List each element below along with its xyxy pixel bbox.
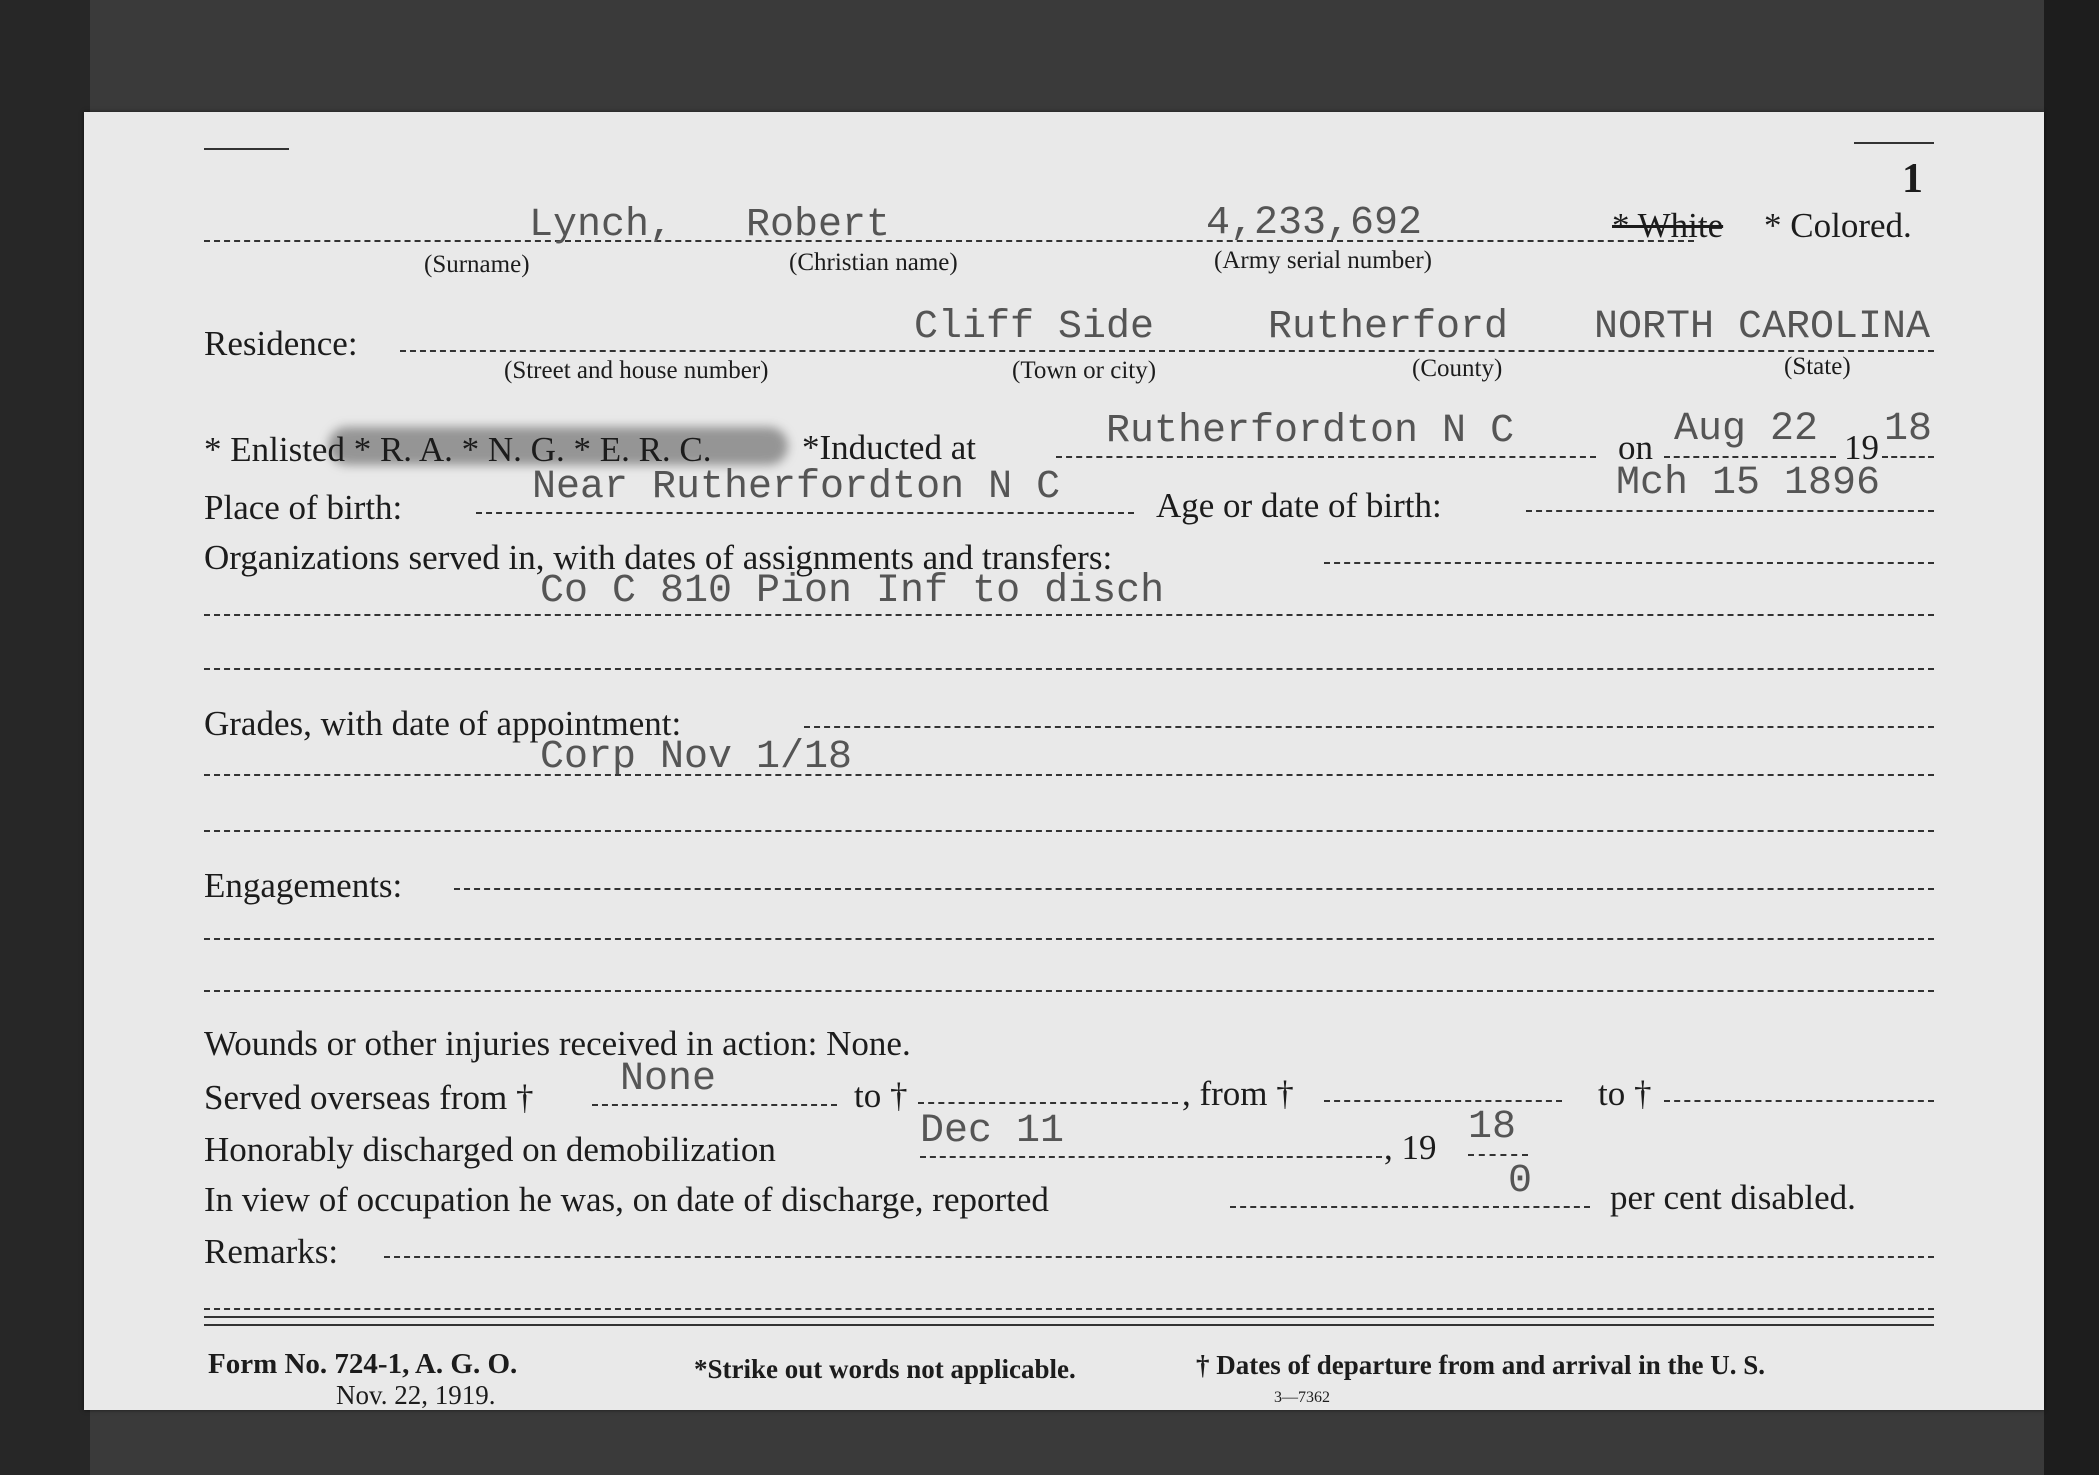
overseas-to-line [918,1102,1178,1104]
overseas-from-line [592,1104,837,1106]
place-of-birth-label: Place of birth: [204,488,403,527]
overseas-to-label: to † [854,1076,908,1115]
inducted-label: *Inducted at [802,428,976,467]
surname-label: (Surname) [424,251,530,278]
race-white-label: * White [1612,206,1724,245]
disability-line [1230,1206,1590,1208]
engagements-label: Engagements: [204,866,403,905]
race-colored-label: * Colored. [1764,206,1912,245]
top-left-rule [204,148,289,150]
scan-border-left [0,0,90,1475]
date-of-birth-value: Mch 15 1896 [1616,461,1881,506]
print-code: 3—7362 [1274,1389,1330,1406]
county-label: (County) [1412,355,1503,382]
place-of-birth-value: Near Rutherfordton N C [532,465,1061,510]
street-label: (Street and house number) [504,357,769,384]
residence-town-value: Cliff Side [914,305,1155,350]
wounds-label: Wounds or other injuries received in action: None. [204,1024,911,1063]
place-of-birth-line [476,512,1134,514]
form-number-label: Form No. 724-1, A. G. O. [208,1348,518,1380]
residence-state-value: NORTH CAROLINA [1594,305,1931,350]
strike-note: *Strike out words not applicable. [694,1354,1076,1384]
date-of-birth-line [1526,510,1934,512]
induction-year-prefix: 19 [1844,428,1879,467]
top-right-rule [1854,142,1934,144]
inducted-line [1056,456,1596,458]
induction-year-value: 18 [1884,407,1933,452]
grades-line-1 [804,726,1934,728]
state-label: (State) [1784,353,1851,380]
enlisted-label: * Enlisted * R. A. * N. G. * E. R. C. [204,430,712,469]
overseas-label: Served overseas from † [204,1078,534,1117]
on-label: on [1618,428,1653,467]
town-label: (Town or city) [1012,357,1157,384]
overseas-from-value: None [620,1057,717,1102]
organizations-label: Organizations served in, with dates of assignments and transfers: [204,538,1113,577]
card-number: 1 [1902,156,1923,202]
disability-suffix: per cent disabled. [1610,1178,1856,1217]
grades-line-2 [204,774,1934,776]
discharge-year-line [1468,1154,1528,1156]
organizations-line-2 [204,614,1934,616]
name-line [204,240,1694,242]
remarks-line-1 [384,1256,1934,1258]
service-record-card [84,112,2044,1410]
engagements-line-1 [454,888,1934,890]
engagements-line-3 [204,990,1934,992]
engagements-line-2 [204,938,1934,940]
remarks-label: Remarks: [204,1232,339,1271]
inducted-at-value: Rutherfordton N C [1106,409,1515,454]
discharge-year-prefix: , 19 [1384,1128,1437,1167]
organizations-value: Co C 810 Pion Inf to disch [540,569,1165,614]
overseas-to2-line [1664,1100,1934,1102]
overseas-from2-label: , from † [1182,1074,1294,1113]
induction-year-line [1882,456,1934,458]
disability-percent-value: 0 [1508,1159,1533,1204]
discharge-date-value: Dec 11 [920,1109,1065,1154]
christian-name-value: Robert [746,203,891,248]
dates-note: † Dates of departure from and arrival in the U. S. [1196,1350,1765,1380]
residence-label: Residence: [204,324,358,363]
date-of-birth-label: Age or date of birth: [1156,486,1442,525]
christian-name-label: (Christian name) [789,249,958,276]
discharge-date-line [920,1156,1382,1158]
surname-value: Lynch, [529,203,674,248]
remarks-line-2 [204,1308,1934,1310]
organizations-line-1 [1324,562,1934,564]
serial-number-value: 4,233,692 [1206,201,1423,246]
residence-county-value: Rutherford [1268,305,1509,350]
footer-rule-2 [204,1324,1934,1326]
induction-date-line [1664,456,1836,458]
discharge-year-value: 18 [1468,1105,1517,1150]
form-date-label: Nov. 22, 1919. [336,1380,496,1410]
footer-rule-1 [204,1316,1934,1318]
serial-number-label: (Army serial number) [1214,247,1432,274]
discharge-label: Honorably discharged on demobilization [204,1130,776,1169]
overseas-to2-label: to † [1598,1074,1652,1113]
induction-date-value: Aug 22 [1674,407,1819,452]
grades-value: Corp Nov 1/18 [540,735,853,780]
grades-label: Grades, with date of appointment: [204,704,682,743]
disability-label: In view of occupation he was, on date of discharge, reported [204,1180,1049,1219]
overseas-from2-line [1324,1100,1562,1102]
residence-line [400,350,1934,352]
scan-border-right [2044,0,2099,1475]
grades-line-3 [204,830,1934,832]
organizations-line-3 [204,668,1934,670]
